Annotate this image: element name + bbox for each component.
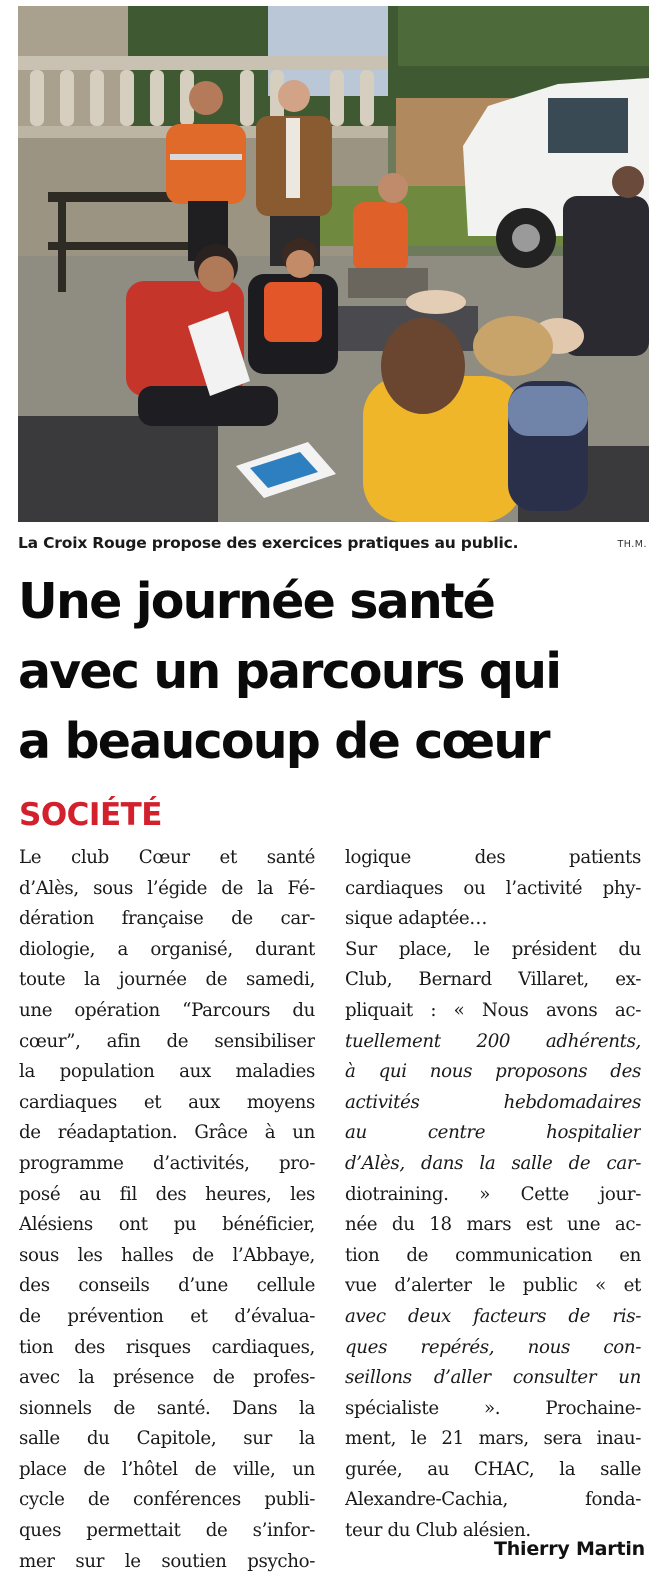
body-column-left [19,843,315,1577]
body-line-quote: seillons d’aller consulter un [345,1367,641,1389]
body-line: logique des patients [345,847,641,868]
body-line: ques permettait de s’infor- [19,1520,315,1542]
body-line: mer sur le soutien psycho- [19,1550,315,1572]
body-line: Sur place, le président du [345,938,641,960]
body-line: gurée, au CHAC, la salle [345,1458,641,1480]
article-photo [18,6,649,522]
body-line: sionnels de santé. Dans la [19,1397,315,1419]
body-line: ment, le 21 mars, sera inau- [345,1428,641,1450]
body-line: Alexandre-Cachia, fonda- [345,1489,641,1511]
body-line: d’Alès, sous l’égide de la Fé- [19,877,315,899]
body-line: place de l’hôtel de ville, un [19,1458,315,1480]
body-line: cardiaques ou l’activité phy- [345,877,641,899]
body-line: dération française de car- [19,908,315,930]
body-line: programme d’activités, pro- [19,1152,315,1174]
body-line: une opération “Parcours du [19,999,315,1021]
body-line: posé au fil des heures, les [19,1183,315,1205]
body-line: vue d’alerter le public « et [345,1275,641,1297]
photo-credit: TH.M. [617,539,647,550]
body-line-quote: au centre hospitalier [345,1122,641,1144]
headline-line: avec un parcours qui [18,643,561,700]
body-line: sous les halles de l’Abbaye, [19,1244,315,1266]
section-rubric: SOCIÉTÉ [19,797,162,833]
body-line: diotraining. » Cette jour- [345,1183,641,1205]
body-line: pliquait : « Nous avons ac- [345,999,641,1021]
body-line: des conseils d’une cellule [19,1275,315,1297]
author-signature: Thierry Martin [493,1538,645,1560]
body-line: salle du Capitole, sur la [19,1428,315,1450]
body-line: sique adaptée… [345,908,488,930]
body-line: de prévention et d’évalua- [19,1305,315,1327]
body-line: Le club Cœur et santé [19,847,315,868]
photo-caption: La Croix Rouge propose des exercices pratiques au public. [18,534,519,552]
photo-illustration [18,6,649,522]
body-line: de réadaptation. Grâce à un [19,1122,315,1144]
body-line: tion des risques cardiaques, [19,1336,315,1358]
headline-line: Une journée santé [18,573,495,630]
body-line: cardiaques et aux moyens [19,1091,315,1113]
headline-line: a beaucoup de cœur [18,713,549,770]
article-headline [18,567,649,777]
body-line: spécialiste ». Prochaine- [345,1397,641,1419]
body-line: diologie, a organisé, durant [19,938,315,960]
body-line: Club, Bernard Villaret, ex- [345,969,641,991]
body-line: tion de communication en [345,1244,641,1266]
body-line-quote: avec deux facteurs de ris- [345,1305,641,1327]
body-line-quote: tuellement 200 adhérents, [345,1030,641,1052]
body-line-quote: d’Alès, dans la salle de car- [345,1152,641,1174]
body-line: toute la journée de samedi, [19,969,315,991]
body-line: avec la présence de profes- [19,1367,315,1389]
body-line-quote: activités hebdomadaires [345,1091,641,1113]
photo-caption-row [18,530,649,560]
body-line: cœur”, afin de sensibiliser [19,1030,315,1052]
body-column-right [345,843,641,1547]
body-line: née du 18 mars est une ac- [345,1214,641,1236]
body-line-quote: ques repérés, nous con- [345,1336,641,1358]
body-line-quote: à qui nous proposons des [345,1061,641,1083]
body-line: cycle de conférences publi- [19,1489,315,1511]
body-line: Alésiens ont pu bénéficier, [19,1214,315,1236]
body-line: la population aux maladies [19,1061,315,1083]
body-line: teur du Club alésien. [345,1520,531,1542]
